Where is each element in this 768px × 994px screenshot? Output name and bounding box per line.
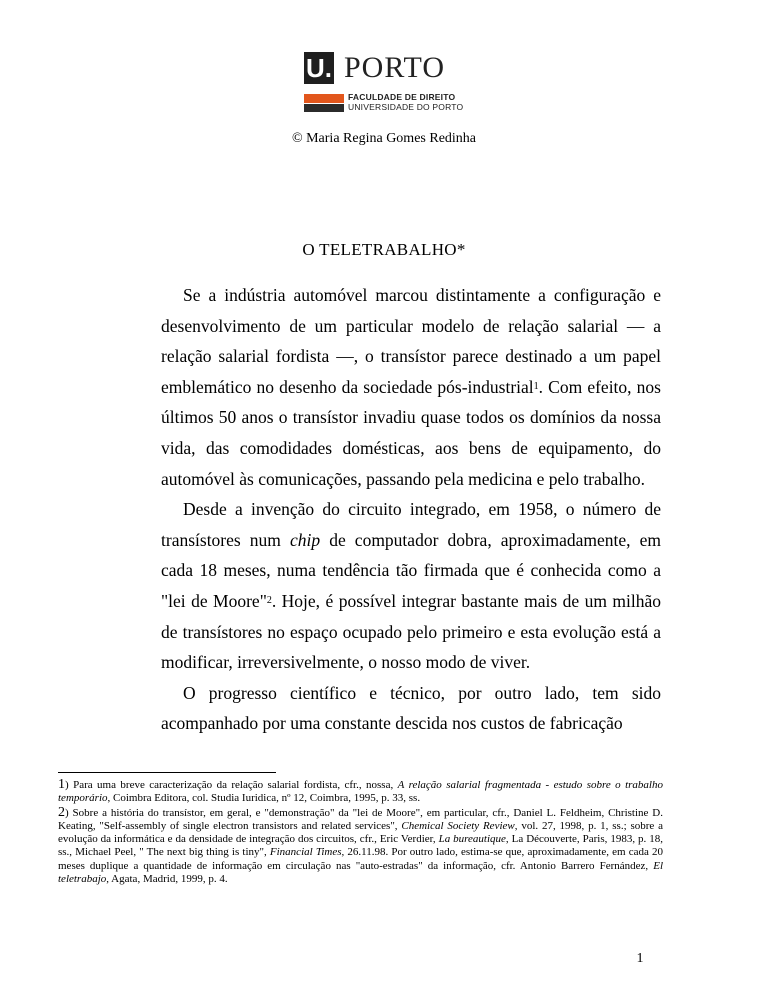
footnote-ref-2: 2: [266, 594, 272, 606]
logo-dark-bar: [304, 104, 344, 112]
body-text: [161, 280, 661, 739]
copyright-line: © Maria Regina Gomes Redinha: [291, 131, 477, 146]
paragraph-3: O progresso científico e técnico, por outro lado, tem sido acompanhado por uma constante descida nos custos de fabricação: [161, 682, 661, 734]
logo-faculty-line: FACULDADE DE DIREITO: [348, 92, 456, 102]
logo-accent-bar: [304, 94, 344, 103]
footnotes: [58, 778, 663, 886]
document-title: O TELETRABALHO*: [302, 240, 466, 259]
footnote-2: 2) Sobre a história do transístor, em geral, e "demonstração" da "lei de Moore", em particular, cfr., Daniel L. Feldheim, Christine D. Keating, "Self-assembly of single electron transistors and related services", Chemical Society Review, vol. 27, 1998, p. 1, ss.; sobre a evolução da informática e da densidade de integração dos circuitos, cfr., Eric Verdier, La bureautique, La Découverte, Paris, 1983, p. 18, ss., Michael Peel, " The next big thing is tiny", Financial Times, 26.11.98. Por outro lado, estima-se que, aproximadamente, em cada 20 meses duplique a quantidade de informação em circulação nas "auto-estradas" da informação, cfr. Antonio Barrero Fernández, El teletrabajo, Agata, Madrid, 1999, p. 4.: [58, 804, 664, 886]
logo-university-line: UNIVERSIDADE DO PORTO: [348, 102, 464, 112]
footnote-ref-1: 1: [533, 380, 539, 392]
footnote-separator: [58, 772, 276, 773]
footnote-1: 1) Para uma breve caracterização da relação salarial fordista, cfr., nossa, A relação salarial fragmentada - estudo sobre o trabalho temporário, Coimbra Editora, col. Studia Iuridica, nº 12, Coimbra, 1995, p. 33, ss.: [58, 777, 663, 805]
paragraph-2: Desde a invenção do circuito integrado, em 1958, o número de transístores num chip de computador dobra, aproximadamente, em cada 18 meses, numa tendência tão firmada que é conhecida como a "lei de Moore"$^2$. Hoje, é possível integrar bastante mais de um milhão de transístores no espaço ocupado pelo primeiro e esta evolução está a modificar, irreversivelmente, o nosso modo de viver.: [161, 499, 662, 673]
logo-u-mark: U.: [306, 53, 332, 83]
paragraph-1: Se a indústria automóvel marcou distintamente a configuração e desenvolvimento de um particular modelo de relação salarial — a relação salarial fordista —, o transístor parece destinado a um papel emblemático no desenho da sociedade pós-industrial$^1$. Com efeito, nos últimos 50 anos o transístor invadiu quase todos os domínios da nossa vida, das comodidades domésticas, aos bens de equipamento, do automóvel às comunicações, passando pela medicina e pelo trabalho.: [161, 285, 661, 489]
logo-porto-text: PORTO: [344, 51, 446, 84]
page-number: 1: [636, 951, 644, 966]
university-logo: [304, 44, 474, 114]
